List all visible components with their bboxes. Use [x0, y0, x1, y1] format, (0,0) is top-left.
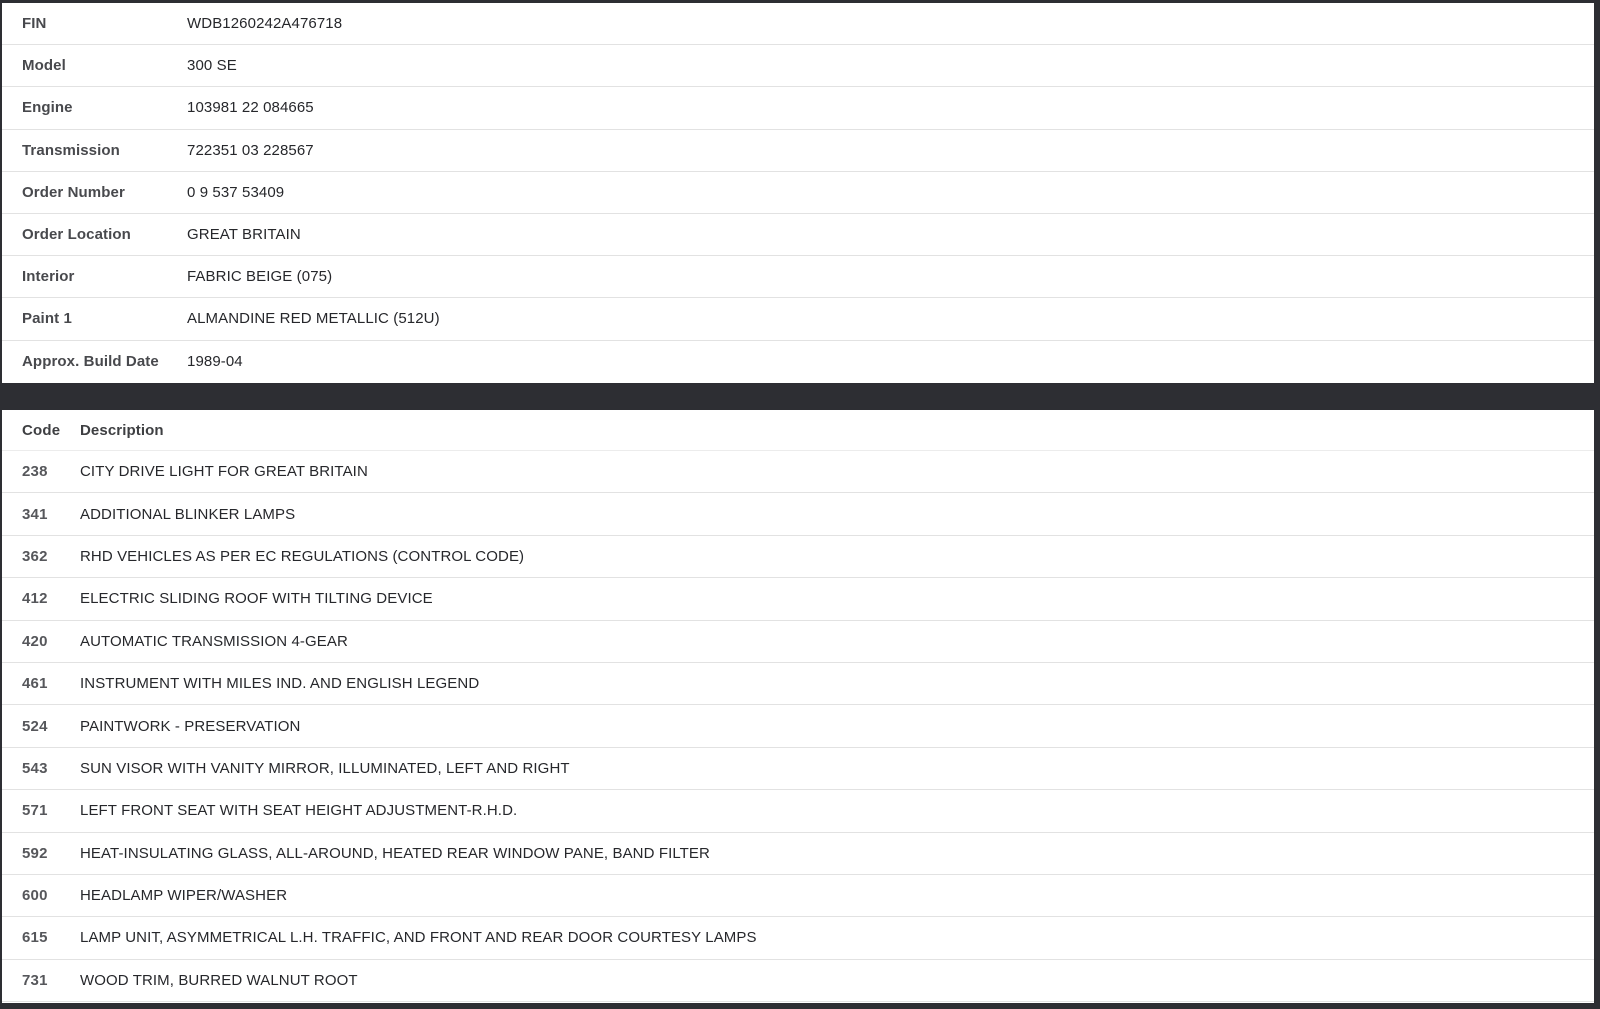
option-code-row — [2, 875, 1594, 917]
option-description-cell: PAINTWORK - PRESERVATION — [80, 717, 301, 735]
option-code-cell: 543 — [22, 759, 48, 777]
option-code-row — [2, 451, 1594, 493]
field-label: Order Number — [22, 183, 125, 201]
field-value: 300 SE — [187, 57, 237, 75]
option-code-cell: 600 — [22, 887, 48, 905]
option-description-cell: AUTOMATIC TRANSMISSION 4-GEAR — [80, 632, 348, 650]
option-codes-table — [2, 451, 1594, 1002]
field-label: Order Location — [22, 226, 131, 244]
vehicle-info-table — [2, 3, 1594, 383]
option-code-cell: 524 — [22, 717, 48, 735]
option-code-cell: 731 — [22, 971, 48, 989]
option-code-cell: 362 — [22, 547, 48, 565]
option-description-cell: HEAT-INSULATING GLASS, ALL-AROUND, HEATED REAR WINDOW PANE, BAND FILTER — [80, 844, 710, 862]
field-value: FABRIC BEIGE (075) — [187, 268, 333, 286]
field-value: 722351 03 228567 — [187, 141, 314, 159]
option-code-row — [2, 917, 1594, 959]
option-code-row — [2, 536, 1594, 578]
field-label: Approx. Build Date — [22, 353, 159, 371]
description-column-header: Description — [80, 421, 164, 439]
vehicle-info-row — [2, 172, 1594, 214]
field-label: FIN — [22, 15, 47, 33]
vehicle-info-row — [2, 214, 1594, 256]
vehicle-info-row — [2, 3, 1594, 45]
field-value: 0 9 537 53409 — [187, 183, 285, 201]
option-description-cell: ELECTRIC SLIDING ROOF WITH TILTING DEVICE — [80, 590, 433, 608]
field-label: Interior — [22, 268, 75, 286]
option-codes-card — [2, 410, 1594, 1003]
option-code-row — [2, 663, 1594, 705]
field-label: Transmission — [22, 141, 120, 159]
option-code-row — [2, 790, 1594, 832]
option-code-cell: 341 — [22, 505, 48, 523]
option-code-cell: 420 — [22, 632, 48, 650]
option-description-cell: INSTRUMENT WITH MILES IND. AND ENGLISH LEGEND — [80, 675, 480, 693]
option-codes-header-row — [2, 410, 1594, 451]
field-value: 103981 22 084665 — [187, 99, 314, 117]
field-value: 1989-04 — [187, 353, 243, 371]
option-code-row — [2, 578, 1594, 620]
vehicle-info-row — [2, 130, 1594, 172]
option-description-cell: WOOD TRIM, BURRED WALNUT ROOT — [80, 971, 358, 989]
field-label: Paint 1 — [22, 310, 72, 328]
vehicle-info-row — [2, 87, 1594, 129]
code-column-header: Code — [22, 421, 61, 439]
option-code-cell: 571 — [22, 802, 48, 820]
vehicle-info-row — [2, 298, 1594, 340]
field-label: Engine — [22, 99, 73, 117]
option-code-cell: 615 — [22, 929, 48, 947]
vehicle-info-row — [2, 256, 1594, 298]
option-code-cell: 238 — [22, 463, 48, 481]
field-label: Model — [22, 57, 66, 75]
option-description-cell: HEADLAMP WIPER/WASHER — [80, 887, 288, 905]
option-code-cell: 412 — [22, 590, 48, 608]
option-description-cell: CITY DRIVE LIGHT FOR GREAT BRITAIN — [80, 463, 368, 481]
option-description-cell: RHD VEHICLES AS PER EC REGULATIONS (CONTROL CODE) — [80, 547, 525, 565]
option-code-row — [2, 833, 1594, 875]
field-value: ALMANDINE RED METALLIC (512U) — [187, 310, 440, 328]
option-code-row — [2, 705, 1594, 747]
option-code-row — [2, 493, 1594, 535]
option-description-cell: LEFT FRONT SEAT WITH SEAT HEIGHT ADJUSTMENT-R.H.D. — [80, 802, 518, 820]
vehicle-info-card — [2, 3, 1594, 383]
vehicle-info-row — [2, 45, 1594, 87]
field-value: GREAT BRITAIN — [187, 226, 301, 244]
option-description-cell: SUN VISOR WITH VANITY MIRROR, ILLUMINATED, LEFT AND RIGHT — [80, 759, 570, 777]
option-description-cell: LAMP UNIT, ASYMMETRICAL L.H. TRAFFIC, AND FRONT AND REAR DOOR COURTESY LAMPS — [80, 929, 757, 947]
option-code-cell: 592 — [22, 844, 48, 862]
option-code-cell: 461 — [22, 675, 48, 693]
option-description-cell: ADDITIONAL BLINKER LAMPS — [80, 505, 296, 523]
option-code-row — [2, 960, 1594, 1002]
field-value: WDB1260242A476718 — [187, 15, 343, 33]
vehicle-info-row — [2, 341, 1594, 383]
option-code-row — [2, 621, 1594, 663]
option-code-row — [2, 748, 1594, 790]
